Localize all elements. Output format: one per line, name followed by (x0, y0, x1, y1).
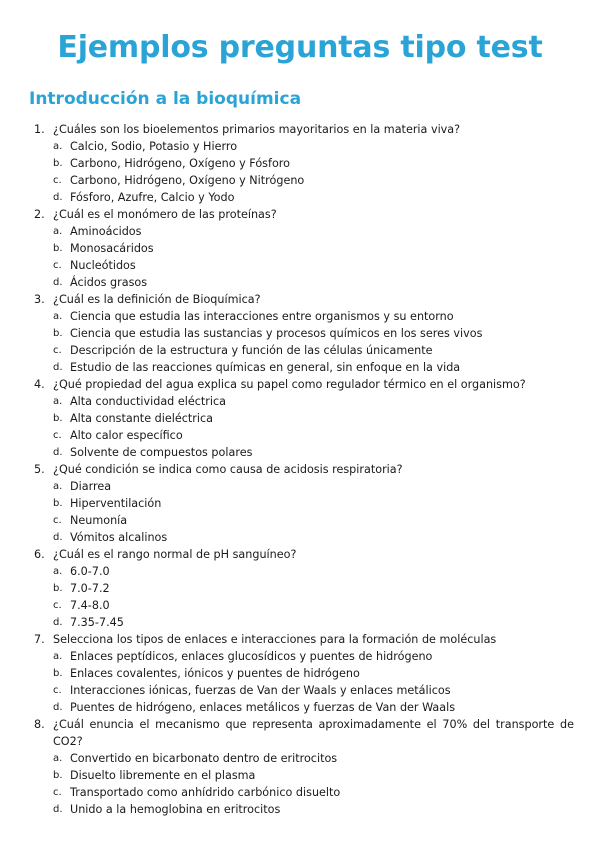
question-item (34, 631, 574, 716)
option-letter: b. (53, 158, 63, 169)
answer-option (53, 257, 574, 274)
option-text: Transportado como anhídrido carbónico disuelto (70, 786, 341, 799)
answer-option (53, 580, 574, 597)
answer-option (53, 767, 574, 784)
answer-option (53, 410, 574, 427)
option-text: Alta constante dieléctrica (70, 412, 213, 425)
answer-options (34, 648, 574, 716)
answer-options (34, 308, 574, 376)
section-heading: Introducción a la bioquímica (29, 89, 302, 109)
answer-option (53, 308, 574, 325)
question-row (34, 291, 574, 308)
option-text: Enlaces covalentes, iónicos y puentes de hidrógeno (70, 667, 360, 680)
option-text: Monosacáridos (70, 242, 154, 255)
answer-option (53, 172, 574, 189)
question-row (34, 121, 574, 138)
question-row (34, 461, 574, 478)
option-letter: c. (53, 345, 62, 356)
option-letter: c. (53, 787, 62, 798)
option-text: 7.0-7.2 (70, 582, 110, 595)
option-letter: a. (53, 311, 63, 322)
option-letter: c. (53, 685, 62, 696)
option-text: Ciencia que estudia las interacciones entre organismos y su entorno (70, 310, 454, 323)
answer-option (53, 614, 574, 631)
option-text: Nucleótidos (70, 259, 136, 272)
answer-options (34, 393, 574, 461)
question-text: ¿Qué condición se indica como causa de acidosis respiratoria? (53, 463, 403, 476)
answer-option (53, 393, 574, 410)
question-item (34, 376, 574, 461)
answer-option (53, 563, 574, 580)
answer-options (34, 138, 574, 206)
option-text: Hiperventilación (70, 497, 162, 510)
question-text: ¿Cuál es la definición de Bioquímica? (53, 293, 261, 306)
page-title: Ejemplos preguntas tipo test (57, 30, 543, 65)
question-row (34, 376, 574, 393)
question-item (34, 716, 574, 818)
answer-option (53, 597, 574, 614)
option-letter: b. (53, 668, 63, 679)
option-text: 7.4-8.0 (70, 599, 110, 612)
answer-option (53, 801, 574, 818)
option-text: Descripción de la estructura y función de las células únicamente (70, 344, 433, 357)
option-text: 6.0-7.0 (70, 565, 110, 578)
answer-option (53, 155, 574, 172)
answer-option (53, 478, 574, 495)
answer-option (53, 444, 574, 461)
question-number: 8. (34, 718, 45, 731)
option-letter: d. (53, 192, 63, 203)
question-item (34, 291, 574, 376)
option-letter: c. (53, 175, 62, 186)
option-text: Convertido en bicarbonato dentro de eritrocitos (70, 752, 338, 765)
question-row (34, 631, 574, 648)
question-text: ¿Cuál es el monómero de las proteínas? (53, 208, 277, 221)
option-letter: a. (53, 481, 63, 492)
option-letter: c. (53, 515, 62, 526)
answer-option (53, 784, 574, 801)
option-letter: a. (53, 226, 63, 237)
option-text: Calcio, Sodio, Potasio y Hierro (70, 140, 238, 153)
option-text: Carbono, Hidrógeno, Oxígeno y Nitrógeno (70, 174, 305, 187)
answer-options (34, 478, 574, 546)
option-text: Vómitos alcalinos (70, 531, 168, 544)
answer-option (53, 138, 574, 155)
option-text: Estudio de las reacciones químicas en general, sin enfoque en la vida (70, 361, 461, 374)
option-text: Unido a la hemoglobina en eritrocitos (70, 803, 281, 816)
option-letter: d. (53, 702, 63, 713)
question-number: 3. (34, 293, 45, 306)
option-letter: a. (53, 396, 63, 407)
option-text: Alta conductividad eléctrica (70, 395, 226, 408)
question-text: ¿Qué propiedad del agua explica su papel como regulador térmico en el organismo? (53, 378, 526, 391)
option-text: Fósforo, Azufre, Calcio y Yodo (70, 191, 235, 204)
question-item (34, 461, 574, 546)
option-letter: c. (53, 260, 62, 271)
question-item (34, 121, 574, 206)
answer-option (53, 223, 574, 240)
question-number: 4. (34, 378, 45, 391)
option-letter: c. (53, 430, 62, 441)
answer-option (53, 529, 574, 546)
answer-options (34, 563, 574, 631)
option-letter: b. (53, 583, 63, 594)
answer-option (53, 189, 574, 206)
question-list (34, 121, 574, 818)
option-letter: d. (53, 447, 63, 458)
option-text: Neumonía (70, 514, 128, 527)
option-letter: b. (53, 243, 63, 254)
question-item (34, 546, 574, 631)
option-text: Solvente de compuestos polares (70, 446, 253, 459)
answer-option (53, 427, 574, 444)
question-item (34, 206, 574, 291)
option-text: 7.35-7.45 (70, 616, 124, 629)
option-text: Disuelto libremente en el plasma (70, 769, 256, 782)
option-letter: d. (53, 277, 63, 288)
answer-option (53, 240, 574, 257)
question-number: 6. (34, 548, 45, 561)
question-number: 2. (34, 208, 45, 221)
answer-option (53, 342, 574, 359)
answer-option (53, 750, 574, 767)
question-text: ¿Cuál enuncia el mecanismo que representa aproximadamente el 70% del transporte de CO2? (53, 718, 574, 748)
question-row (34, 716, 574, 750)
option-letter: d. (53, 804, 63, 815)
option-text: Interacciones iónicas, fuerzas de Van der Waals y enlaces metálicos (70, 684, 451, 697)
option-letter: d. (53, 617, 63, 628)
option-text: Diarrea (70, 480, 112, 493)
option-letter: d. (53, 362, 63, 373)
option-text: Aminoácidos (70, 225, 142, 238)
question-text: ¿Cuáles son los bioelementos primarios mayoritarios en la materia viva? (53, 123, 461, 136)
option-text: Alto calor específico (70, 429, 183, 442)
option-letter: b. (53, 498, 63, 509)
question-row (34, 206, 574, 223)
answer-option (53, 682, 574, 699)
option-letter: b. (53, 770, 63, 781)
answer-option (53, 665, 574, 682)
answer-option (53, 274, 574, 291)
answer-option (53, 699, 574, 716)
answer-option (53, 325, 574, 342)
option-letter: a. (53, 753, 63, 764)
option-text: Carbono, Hidrógeno, Oxígeno y Fósforo (70, 157, 290, 170)
option-letter: b. (53, 328, 63, 339)
question-number: 5. (34, 463, 45, 476)
question-text: ¿Cuál es el rango normal de pH sanguíneo? (53, 548, 297, 561)
answer-option (53, 512, 574, 529)
option-text: Enlaces peptídicos, enlaces glucosídicos y puentes de hidrógeno (70, 650, 433, 663)
option-text: Ácidos grasos (70, 276, 148, 289)
answer-options (34, 750, 574, 818)
answer-options (34, 223, 574, 291)
option-text: Puentes de hidrógeno, enlaces metálicos y fuerzas de Van der Waals (70, 701, 456, 714)
option-text: Ciencia que estudia las sustancias y procesos químicos en los seres vivos (70, 327, 483, 340)
option-letter: c. (53, 600, 62, 611)
option-letter: a. (53, 651, 63, 662)
question-row (34, 546, 574, 563)
option-letter: b. (53, 413, 63, 424)
answer-option (53, 495, 574, 512)
answer-option (53, 648, 574, 665)
option-letter: a. (53, 566, 63, 577)
answer-option (53, 359, 574, 376)
option-letter: d. (53, 532, 63, 543)
option-letter: a. (53, 141, 63, 152)
question-text: Selecciona los tipos de enlaces e interacciones para la formación de moléculas (53, 633, 497, 646)
question-number: 7. (34, 633, 45, 646)
question-number: 1. (34, 123, 45, 136)
